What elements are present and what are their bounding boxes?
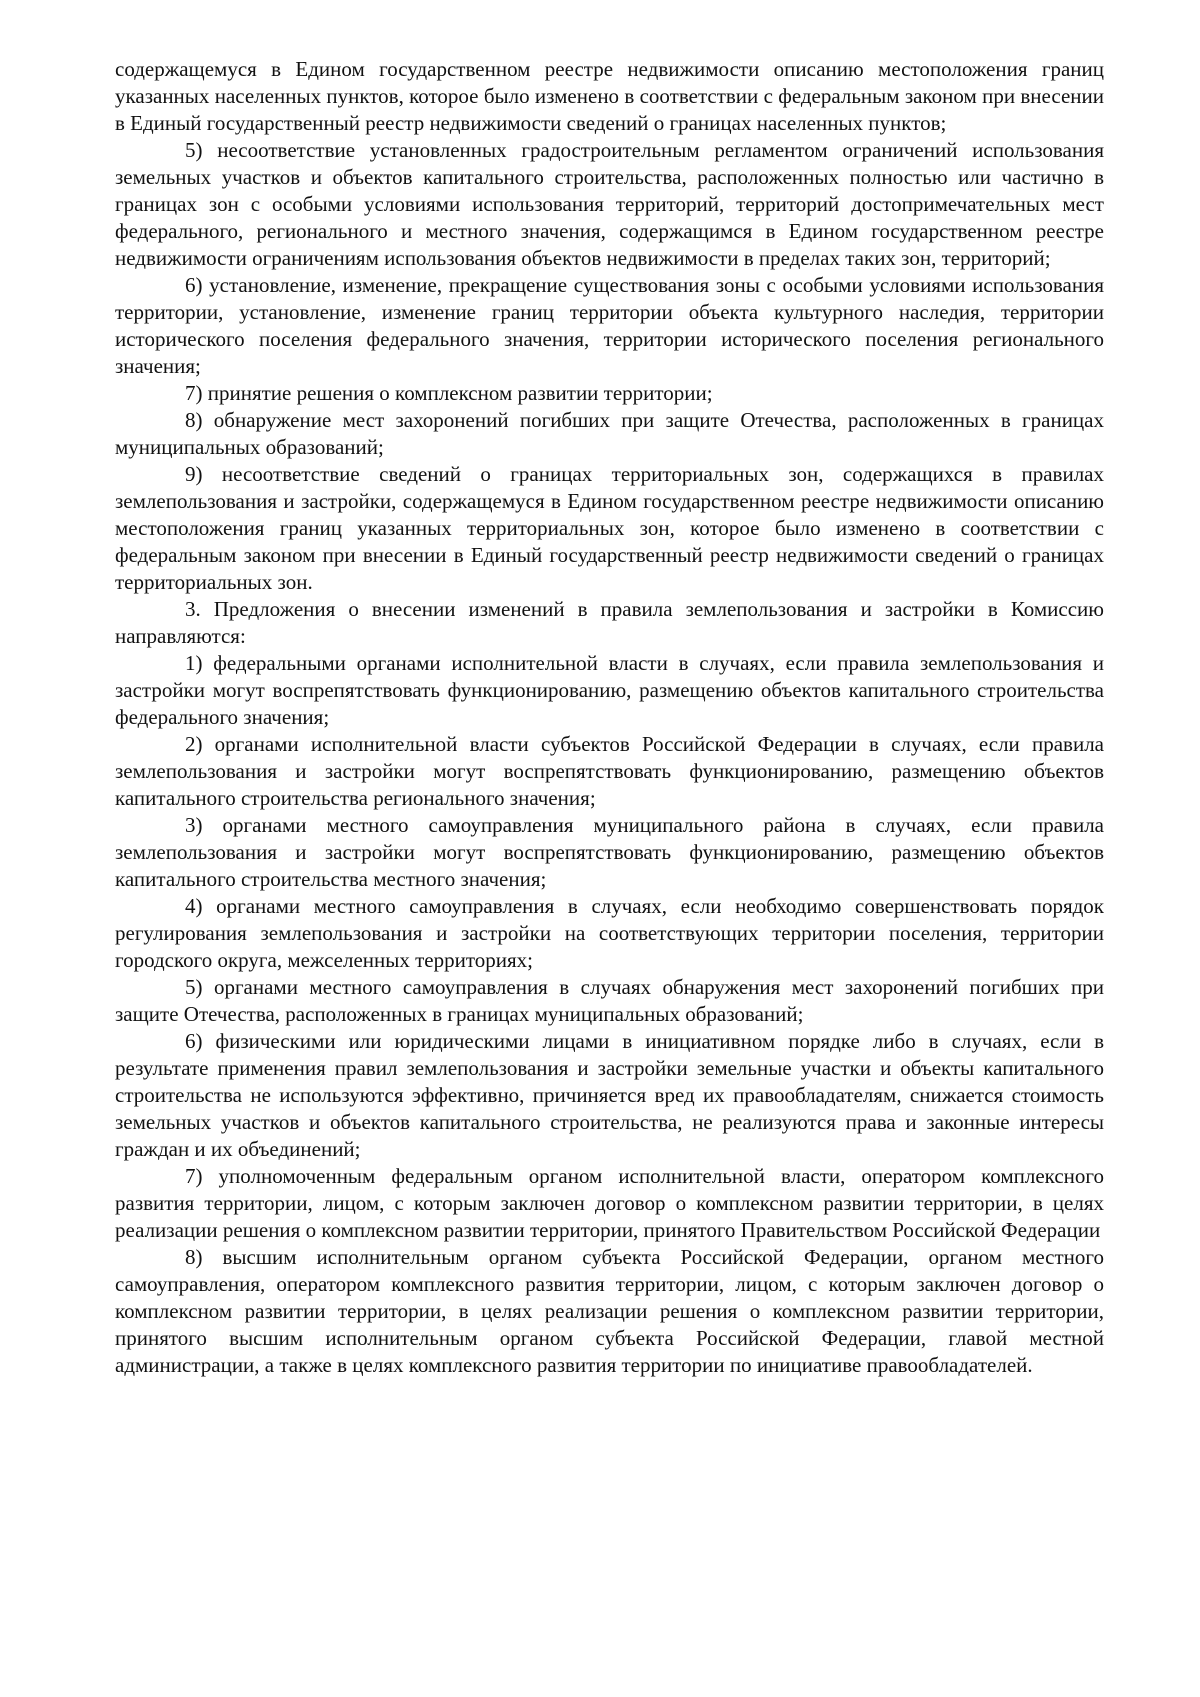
paragraph: 7) принятие решения о комплексном развитии территории; (185, 381, 713, 405)
paragraph: 1) федеральными органами исполнительной власти в случаях, если правила землепользования и застройки могут воспрепятствовать функционированию, размещению объектов капитального строительства федерального значения; (115, 651, 1104, 729)
paragraph: 9) несоответствие сведений о границах территориальных зон, содержащихся в правилах землепользования и застройки, содержащемуся в Едином государственном реестре недвижимости описанию местоположения границ указанных территориальных зон, которое было изменено в соответствии с федеральным законом при внесении в Единый государственный реестр недвижимости сведений о границах территориальных зон. (115, 462, 1104, 594)
document-body (115, 56, 1104, 1379)
paragraph: 3. Предложения о внесении изменений в правила землепользования и застройки в Комиссию направляются: (115, 597, 1104, 648)
paragraph: 8) высшим исполнительным органом субъекта Российской Федерации, органом местного самоуправления, оператором комплексного развития территории, лицом, с которым заключен договор о комплексном развитии территории, в целях реализации решения о комплексном развитии территории, принятого высшим исполнительным органом субъекта Российской Федерации, главой местной администрации, а также в целях комплексного развития территории по инициативе правообладателей. (115, 1245, 1104, 1377)
paragraph: 5) несоответствие установленных градостроительным регламентом ограничений использования земельных участков и объектов капитального строительства, расположенных полностью или частично в границах зон с особыми условиями использования территорий, территорий достопримечательных мест федерального, регионального и местного значения, содержащимся в Едином государственном реестре недвижимости ограничениям использования объектов недвижимости в пределах таких зон, территорий; (115, 138, 1104, 270)
paragraph: 6) физическими или юридическими лицами в инициативном порядке либо в случаях, если в результате применения правил землепользования и застройки земельные участки и объекты капитального строительства не используются эффективно, причиняется вред их правообладателям, снижается стоимость земельных участков и объектов капитального строительства, не реализуются права и законные интересы граждан и их объединений; (115, 1029, 1104, 1161)
paragraph: 2) органами исполнительной власти субъектов Российской Федерации в случаях, если правила землепользования и застройки могут воспрепятствовать функционированию, размещению объектов капитального строительства регионального значения; (115, 732, 1104, 810)
paragraph: 7) уполномоченным федеральным органом исполнительной власти, оператором комплексного развития территории, лицом, с которым заключен договор о комплексном развитии территории, в целях реализации решения о комплексном развитии территории, принятого Правительством Российской Федерации (115, 1164, 1104, 1242)
paragraph: 3) органами местного самоуправления муниципального района в случаях, если правила землепользования и застройки могут воспрепятствовать функционированию, размещению объектов капитального строительства местного значения; (115, 813, 1104, 891)
paragraph: 6) установление, изменение, прекращение существования зоны с особыми условиями использования территории, установление, изменение границ территории объекта культурного наследия, территории исторического поселения федерального значения, территории исторического поселения регионального значения; (115, 273, 1104, 378)
paragraph: содержащемуся в Едином государственном реестре недвижимости описанию местоположения границ указанных населенных пунктов, которое было изменено в соответствии с федеральным законом при внесении в Единый государственный реестр недвижимости сведений о границах населенных пунктов; (115, 57, 1104, 135)
paragraph: 8) обнаружение мест захоронений погибших при защите Отечества, расположенных в границах муниципальных образований; (115, 408, 1104, 459)
paragraph: 4) органами местного самоуправления в случаях, если необходимо совершенствовать порядок регулирования землепользования и застройки на соответствующих территории поселения, территории городского округа, межселенных территориях; (115, 894, 1104, 972)
paragraph: 5) органами местного самоуправления в случаях обнаружения мест захоронений погибших при защите Отечества, расположенных в границах муниципальных образований; (115, 975, 1104, 1026)
